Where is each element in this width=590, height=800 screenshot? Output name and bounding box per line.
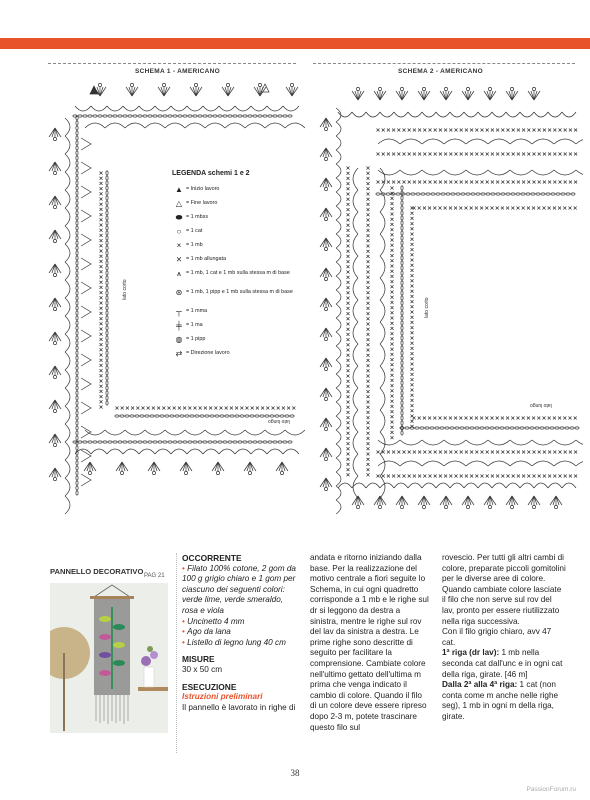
legend-item bbox=[172, 256, 307, 263]
legend-item bbox=[172, 214, 307, 221]
material-item: • Listello di legno lung 40 cm bbox=[182, 638, 300, 649]
column1-text: Il pannello è lavorato in righe di bbox=[182, 702, 296, 712]
legend-item bbox=[172, 336, 307, 343]
project-title-text: PANNELLO DECORATIVO bbox=[50, 567, 144, 576]
legend-item bbox=[172, 186, 307, 193]
riga1-text: 1 mb nella seconda cat dall'unc e in ogni cat della riga, girate. [46 m] bbox=[442, 648, 563, 679]
column-text-2 bbox=[310, 553, 430, 733]
riga1-label: 1ª riga (dr lav): bbox=[442, 648, 500, 658]
project-section bbox=[48, 553, 568, 753]
project-photo bbox=[50, 583, 168, 733]
legend-item bbox=[172, 200, 307, 207]
material-item: • Filato 100% cotone, 2 gom da 100 g grigio chiaro e 1 gom per ciascuno dei seguenti colori: verde lime, verde smeraldo, rosa e viola bbox=[182, 564, 300, 617]
legend-item-label: = 1 mb bbox=[186, 242, 203, 249]
legend-item-label: = 1 cat bbox=[186, 228, 203, 235]
legend-item-label: = 1 mma bbox=[186, 308, 208, 315]
schema2-diagram bbox=[318, 78, 583, 538]
filled-oval-icon: ⬬ bbox=[175, 213, 183, 223]
schema1-side-label: lato corto bbox=[122, 279, 128, 300]
legend-item-label: = 1 mb, 1 cat e 1 mb sulla stessa m di base bbox=[186, 270, 290, 277]
schema2-side-label: lato corto bbox=[424, 297, 430, 318]
double-crochet-icon: ╪ bbox=[176, 321, 182, 331]
misure-value: 30 x 50 cm bbox=[182, 664, 223, 674]
wall-hanging-illustration bbox=[50, 583, 168, 733]
legend-item-label: = Inizio lavoro bbox=[186, 186, 220, 193]
cross-with-loop-icon: ⩚ bbox=[176, 269, 182, 279]
legend-item bbox=[172, 308, 307, 315]
page-number: 38 bbox=[290, 768, 300, 778]
legend-item-label: = Direzione lavoro bbox=[186, 350, 230, 357]
legend-item-label: = 1 pipp bbox=[186, 336, 206, 343]
schema2-bottom-label: lato lungo bbox=[530, 402, 552, 408]
watermark: PassionForum.ru bbox=[526, 786, 576, 793]
legend bbox=[172, 170, 307, 364]
schema1-rule bbox=[48, 63, 296, 64]
legend-item-label: = 1 ma bbox=[186, 322, 203, 329]
riga1-paragraph bbox=[442, 648, 566, 680]
small-oval-icon: ○ bbox=[176, 227, 182, 237]
riga2-label: Dalla 2ª alla 4ª riga: bbox=[442, 680, 518, 690]
schema1-bottom-label: lato lungo bbox=[268, 418, 290, 424]
legend-item-label: = 1 mb, 1 pipp e 1 mb sulla stessa m di base bbox=[186, 289, 293, 296]
project-title bbox=[50, 561, 143, 579]
header-accent-bar bbox=[0, 38, 590, 49]
legend-item bbox=[172, 322, 307, 329]
riga2-text: 1 cat (non conta come m anche nelle righe seg), 1 mb in ogni m della riga, girate. bbox=[442, 680, 559, 721]
riga2-paragraph bbox=[442, 680, 566, 722]
half-double-icon: ┬ bbox=[176, 307, 182, 317]
direction-arrows-icon: ⇄ bbox=[175, 349, 183, 359]
legend-item-label: = Fine lavoro bbox=[186, 200, 218, 207]
column-text-3 bbox=[442, 553, 566, 723]
esecuzione-heading: ESECUZIONE bbox=[182, 681, 237, 692]
legend-item-label: = 1 mb allungata bbox=[186, 256, 227, 263]
filled-arrowhead-icon: ▲ bbox=[175, 185, 183, 195]
legend-item bbox=[172, 228, 307, 235]
legend-title: LEGENDA schemi 1 e 2 bbox=[172, 170, 250, 177]
misure-heading: MISURE bbox=[182, 654, 215, 665]
legend-item bbox=[172, 242, 307, 249]
picot-icon: ◍ bbox=[175, 335, 183, 345]
schema2-title: SCHEMA 2 - AMERICANO bbox=[395, 68, 486, 75]
materials-list bbox=[182, 564, 300, 649]
column-materials bbox=[182, 553, 300, 713]
istruzioni-heading: Istruzioni preliminari bbox=[182, 692, 263, 702]
column3-text: rovescio. Per tutti gli altri cambi di colore, preparate piccoli gomitolini per le diverse aree di colore. Quando cambiate colore lasciate il filo che non serve sul rov del lav, pronto per essere riutilizzato nella riga successiva. bbox=[442, 553, 566, 626]
column-divider bbox=[176, 553, 177, 753]
schema1-title: SCHEMA 1 - AMERICANO bbox=[132, 68, 223, 75]
picot-cross-icon: ⊛ bbox=[175, 288, 183, 298]
legend-item bbox=[172, 270, 307, 277]
cross-icon: × bbox=[176, 241, 182, 251]
open-arrowhead-icon: △ bbox=[175, 199, 183, 209]
material-item: • Ago da lana bbox=[182, 627, 300, 638]
occorrente-heading: OCCORRENTE bbox=[182, 553, 242, 563]
legend-item-label: = 1 mbss bbox=[186, 214, 209, 221]
schema2-rule bbox=[313, 63, 575, 64]
material-item: • Uncinetto 4 mm bbox=[182, 617, 300, 628]
legend-item bbox=[172, 350, 307, 357]
legend-item bbox=[172, 289, 307, 296]
page-ref: PAG 21 bbox=[144, 573, 165, 579]
column3-text2: Con il filo grigio chiaro, avv 47 cat. bbox=[442, 627, 552, 647]
elongated-cross-icon: ⨯ bbox=[175, 255, 183, 265]
column2-text: andata e ritorno iniziando dalla base. Per la realizzazione del motivo centrale a fiori seguite lo Schema, in cui ogni quadretto corrisponde a 1 mb e le righe sul dr si leggono da destra a sinistra, mentre le righe sul rov del lav da sinistra a destra. Le prime righe sono descritte di seguito per facilitare la comprensione. Cambiate colore nell'ultimo gettato dell'ultima m prima che venga indicato il cambio di colore. Quando il filo di un colore deve essere ripreso dopo 2-3 m, potete trascinare questo filo sul bbox=[310, 553, 429, 732]
